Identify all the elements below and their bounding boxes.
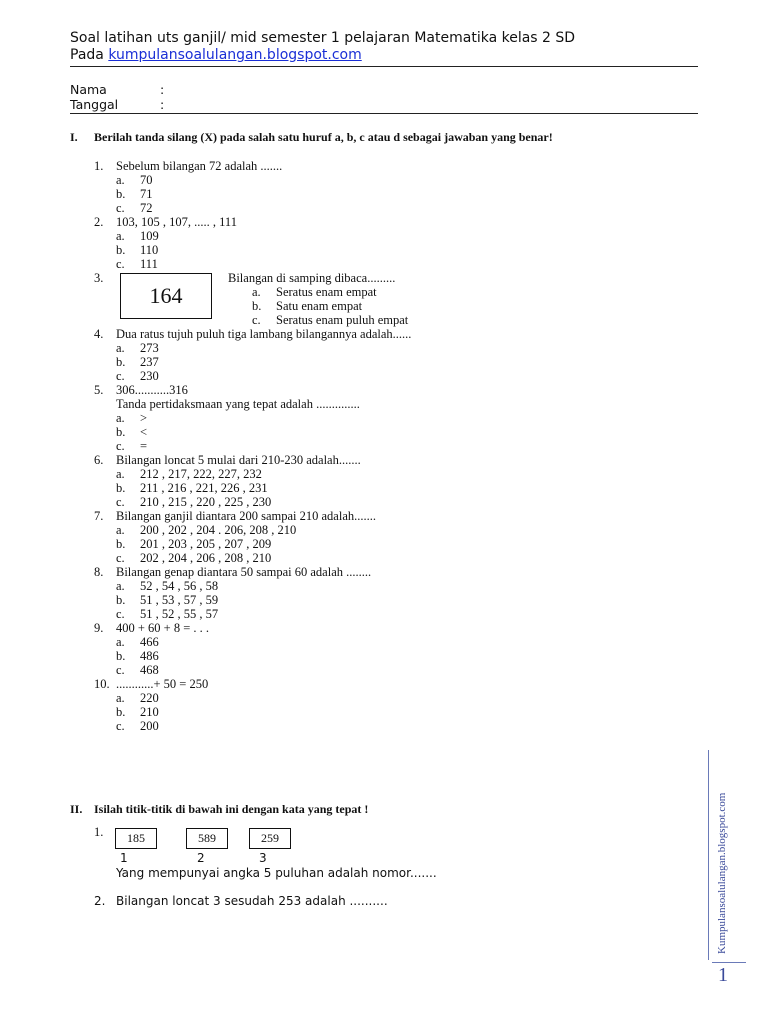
q4-number: 4. [94,327,104,341]
q10-option-b: 210 [140,705,159,719]
document-title: Soal latihan uts ganjil/ mid semester 1 pelajaran Matematika kelas 2 SD [70,30,576,46]
q7-option-a: 200 , 202 , 204 . 206, 208 , 210 [140,523,297,537]
q7-option-c-letter: c. [116,551,125,565]
s2-q2-number: 2. [94,894,106,908]
q10-text: ............+ 50 = 250 [116,677,209,691]
q2-option-b: 110 [140,243,159,257]
q6-option-c-letter: c. [116,495,125,509]
q9-option-c-letter: c. [116,663,125,677]
q1-text: Sebelum bilangan 72 adalah ....... [116,159,283,173]
q6-text: Bilangan loncat 5 mulai dari 210-230 adalah....... [116,453,361,467]
q5-text: 306...........316 [116,383,188,397]
q9-option-a: 466 [140,635,159,649]
section-2-numeral: II. [70,802,83,816]
s2-q1-box-3: 259 [249,828,291,849]
q1-option-a-letter: a. [116,173,125,187]
q1-option-c-letter: c. [116,201,125,215]
q7-option-b-letter: b. [116,537,126,551]
s2-q1-text: Yang mempunyai angka 5 puluhan adalah nomor....... [116,866,437,880]
document-subtitle [70,47,362,64]
q2-option-c-letter: c. [116,257,125,271]
q6-option-a: 212 , 217, 222, 227, 232 [140,467,262,481]
pada-label: Pada [70,47,104,63]
q8-option-a-letter: a. [116,579,125,593]
q5-number: 5. [94,383,104,397]
q8-option-b: 51 , 53 , 57 , 59 [140,593,219,607]
q2-option-b-letter: b. [116,243,126,257]
q8-option-a: 52 , 54 , 56 , 58 [140,579,219,593]
nama-colon: : [160,82,165,97]
q10-option-c: 200 [140,719,159,733]
q9-option-b: 486 [140,649,159,663]
section-2-instruction: Isilah titik-titik di bawah ini dengan kata yang tepat ! [94,802,369,816]
q5-option-b-letter: b. [116,425,126,439]
q10-option-c-letter: c. [116,719,125,733]
q4-option-b-letter: b. [116,355,126,369]
q2-option-a: 109 [140,229,159,243]
q7-number: 7. [94,509,104,523]
q8-text: Bilangan genap diantara 50 sampai 60 adalah ........ [116,565,372,579]
q5-option-c-letter: c. [116,439,125,453]
s2-q1-label-3: 3 [259,851,267,865]
q9-text: 400 + 60 + 8 = . . . [116,621,210,635]
q3-option-b-letter: b. [252,299,262,313]
q3-option-a: Seratus enam empat [276,285,377,299]
q4-option-b: 237 [140,355,159,369]
q3-option-c-letter: c. [252,313,261,327]
page-number: 1 [718,964,728,986]
q6-option-b-letter: b. [116,481,126,495]
q5-text-2: Tanda pertidaksmaan yang tepat adalah .............. [116,397,360,411]
q2-number: 2. [94,215,104,229]
s2-q1-label-2: 2 [197,851,205,865]
q3-number: 3. [94,271,104,285]
q8-number: 8. [94,565,104,579]
page-number-rule [712,962,746,963]
q10-number: 10. [94,677,110,691]
q3-option-b: Satu enam empat [276,299,363,313]
q1-option-c: 72 [140,201,153,215]
q1-option-a: 70 [140,173,153,187]
q3-option-a-letter: a. [252,285,261,299]
q7-option-a-letter: a. [116,523,125,537]
s2-q2-text: Bilangan loncat 3 sesudah 253 adalah .......... [116,894,388,908]
header-rule [70,66,698,67]
q3-text: Bilangan di samping dibaca......... [228,271,396,285]
q4-option-a: 273 [140,341,159,355]
q1-number: 1. [94,159,104,173]
q5-option-a-letter: a. [116,411,125,425]
fields-rule [70,113,698,114]
q4-option-c: 230 [140,369,159,383]
q10-option-b-letter: b. [116,705,126,719]
q10-option-a-letter: a. [116,691,125,705]
q9-option-c: 468 [140,663,159,677]
q9-option-a-letter: a. [116,635,125,649]
q2-text: 103, 105 , 107, ..... , 111 [116,215,237,229]
q2-option-c: 111 [140,257,158,271]
q3-number-box: 164 [120,273,212,319]
tanggal-colon: : [160,97,165,112]
s2-q1-box-2: 589 [186,828,228,849]
tanggal-label: Tanggal [70,97,119,112]
s2-q1-label-1: 1 [120,851,128,865]
q6-option-c: 210 , 215 , 220 , 225 , 230 [140,495,272,509]
margin-vertical-rule [708,750,709,960]
q6-option-b: 211 , 216 , 221, 226 , 231 [140,481,268,495]
q4-option-c-letter: c. [116,369,125,383]
q7-option-c: 202 , 204 , 206 , 208 , 210 [140,551,272,565]
q6-number: 6. [94,453,104,467]
q5-option-b: < [140,425,148,439]
q8-option-b-letter: b. [116,593,126,607]
sidebar-url: Kumpulansoalulangan.blogspot.com [716,792,728,954]
q4-text: Dua ratus tujuh puluh tiga lambang bilangannya adalah...... [116,327,412,341]
q7-option-b: 201 , 203 , 205 , 207 , 209 [140,537,272,551]
q9-option-b-letter: b. [116,649,126,663]
q8-option-c-letter: c. [116,607,125,621]
q5-option-a: > [140,411,148,425]
q7-text: Bilangan ganjil diantara 200 sampai 210 adalah....... [116,509,376,523]
s2-q1-box-1: 185 [115,828,157,849]
q8-option-c: 51 , 52 , 55 , 57 [140,607,219,621]
q10-option-a: 220 [140,691,159,705]
nama-label: Nama [70,82,107,97]
q6-option-a-letter: a. [116,467,125,481]
q4-option-a-letter: a. [116,341,125,355]
section-1-numeral: I. [70,130,78,144]
q5-option-c: = [140,439,148,453]
q3-option-c: Seratus enam puluh empat [276,313,409,327]
blog-link[interactable]: kumpulansoalulangan.blogspot.com [108,47,362,63]
q2-option-a-letter: a. [116,229,125,243]
q1-option-b: 71 [140,187,153,201]
section-1-instruction: Berilah tanda silang (X) pada salah satu huruf a, b, c atau d sebagai jawaban yang benar! [94,130,553,144]
q9-number: 9. [94,621,104,635]
q1-option-b-letter: b. [116,187,126,201]
s2-q1-number: 1. [94,825,104,839]
